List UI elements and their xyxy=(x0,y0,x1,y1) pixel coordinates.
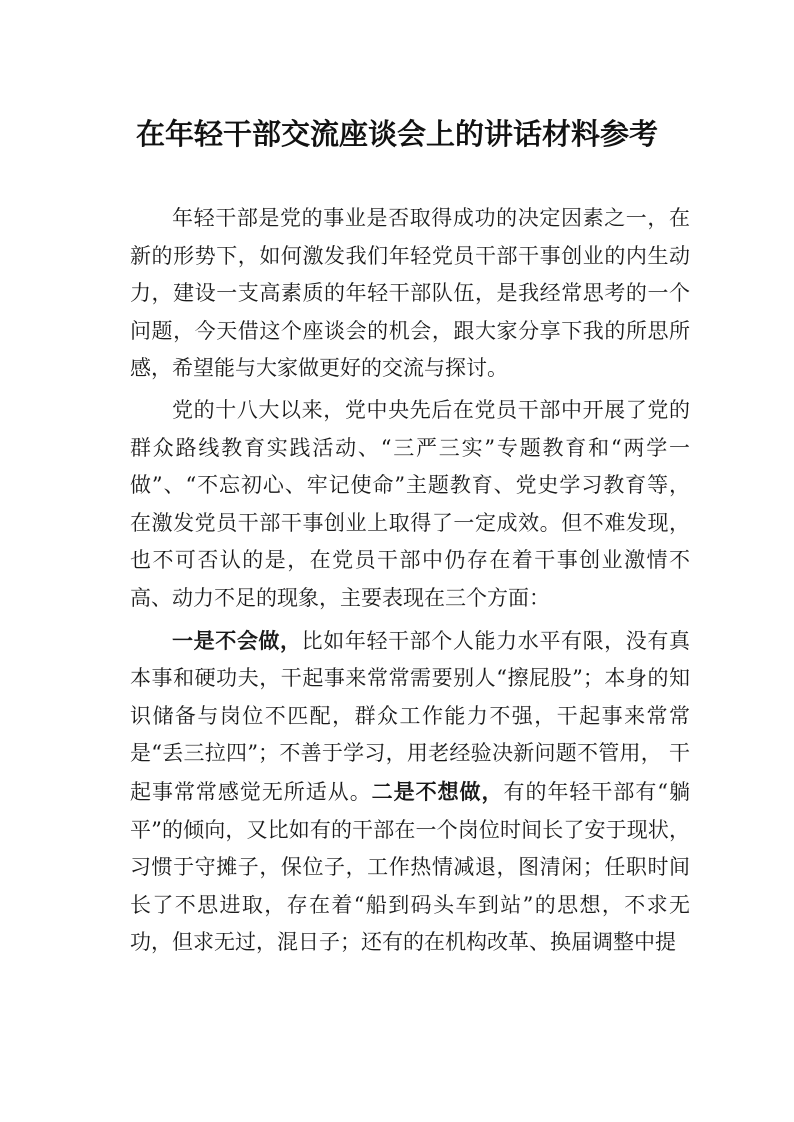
paragraph-background: 党的十八大以来，党中央先后在党员干部中开展了党的群众路线教育实践活动、“三严三实”专题教育和“两学一做”、“不忘初心、牢记使命”主题教育、党史学习教育等， 在激发党员干部干事创业上取得了一定成效。但不难发现， 也不可否认的是，在党员干部中仍存在着干事创业激情不高、动力不足的现象，主要表现在三个方面： xyxy=(130,397,690,610)
point-one-heading: 一是不会做， xyxy=(172,627,302,653)
point-one-text: 比如年轻干部个人能力水平有限，没有真本事和硬功夫，干起事来常常需要别人“擦屁股”；本身的知识储备与岗位不匹配，群众工作能力不强，干起事来常常是“丢三拉四”；不善于学习，用老经验决新问题不管用， 干起事常常感觉无所适从。 xyxy=(130,628,691,804)
point-two-text: 有的年轻干部有“躺平”的倾向，又比如有的干部在一个岗位时间长了安于现状， 习惯于守摊子，保位子，工作热情减退，图清闲；任职时间长了不思进取，存在着“船到码头车到站”的思想，不求无功，但求无过，混日子；还有的在机构改革、换届调整中提 xyxy=(130,779,690,955)
document-title: 在年轻干部交流座谈会上的讲话材料参考 xyxy=(135,117,658,151)
document-body xyxy=(130,200,690,966)
point-two-heading: 二是不想做， xyxy=(371,778,504,804)
paragraph-intro: 年轻干部是党的事业是否取得成功的决定因素之一，在新的形势下，如何激发我们年轻党员干部干事创业的内生动力，建设一支高素质的年轻干部队伍，是我经常思考的一个问题，今天借这个座谈会的机会，跟大家分享下我的所思所感，希望能与大家做更好的交流与探讨。 xyxy=(130,206,690,381)
paragraph-problems xyxy=(130,622,690,962)
